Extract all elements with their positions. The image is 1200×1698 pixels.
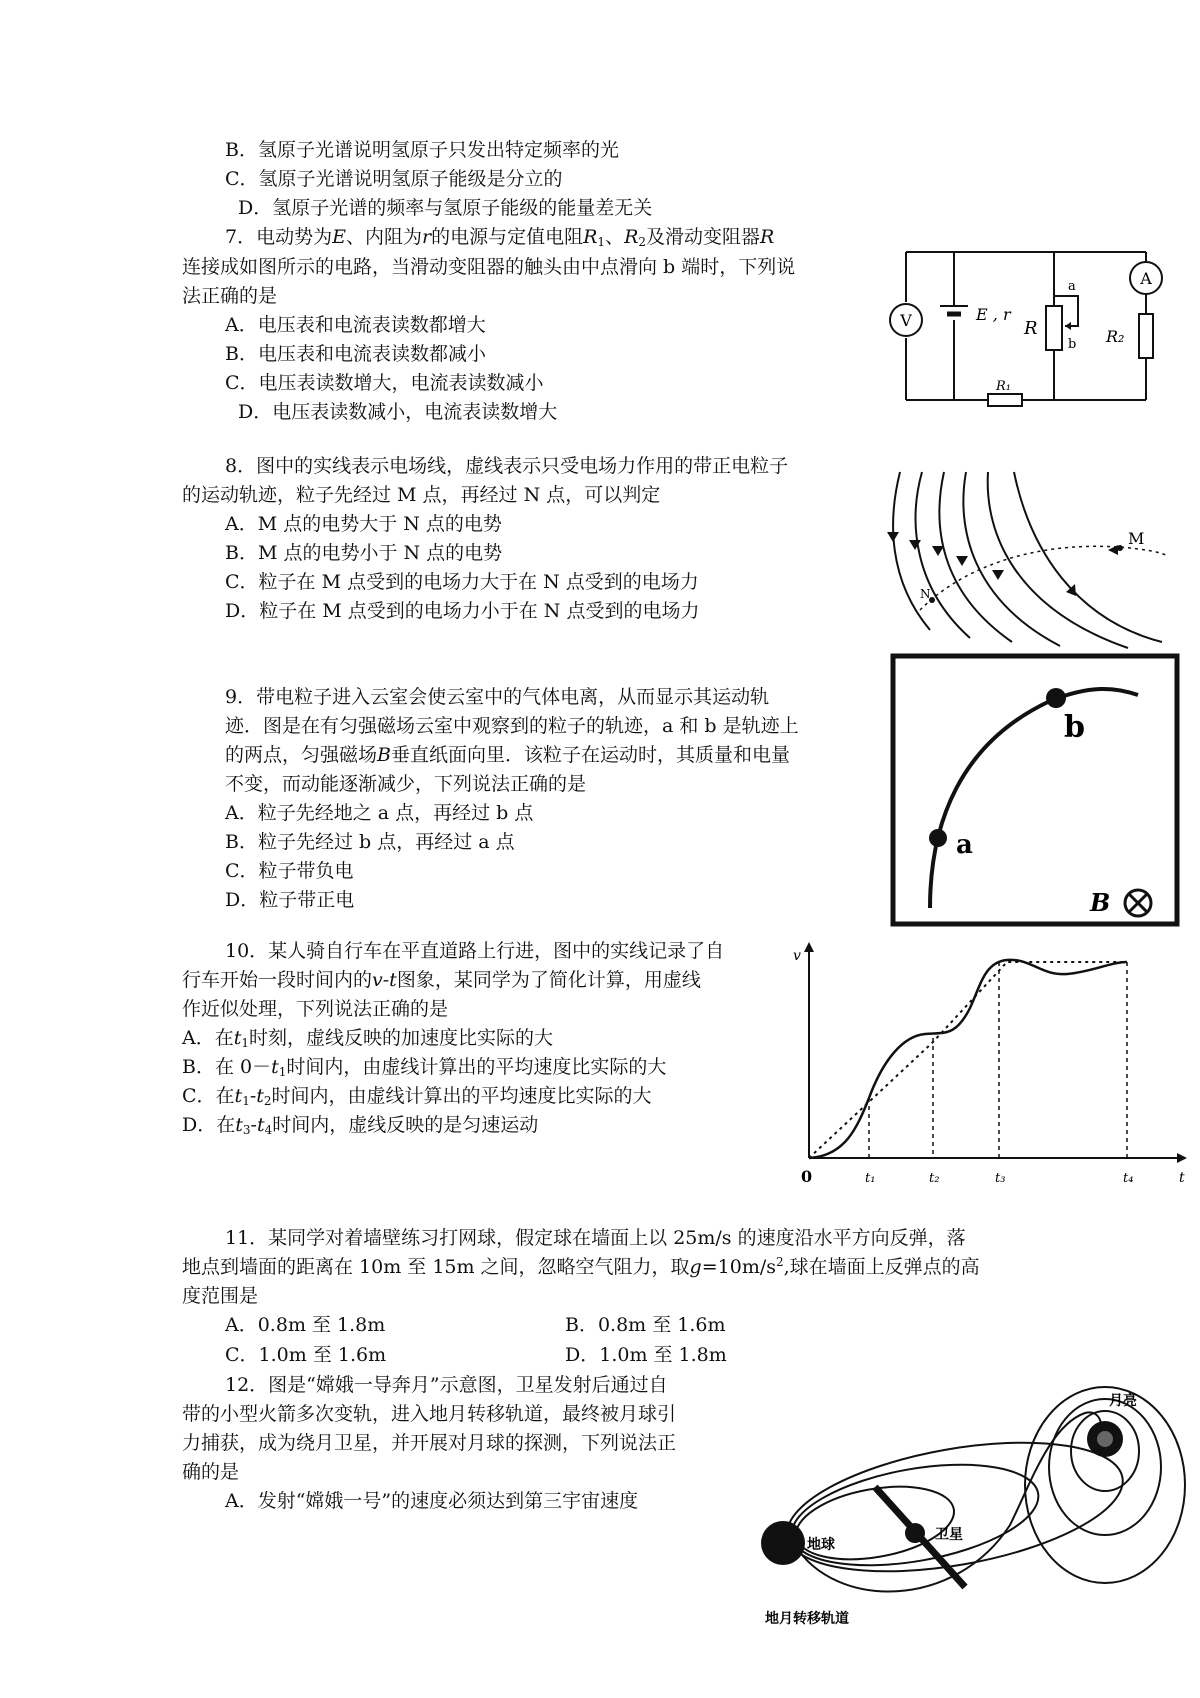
r1-label: R₁: [996, 379, 1011, 394]
electric-field-lines: [893, 472, 1162, 648]
rheostat-label: R: [1024, 318, 1038, 339]
q7-option-d: D．电压表读数减小，电流表读数增大: [238, 401, 558, 423]
q10-stem-line1: 10．某人骑自行车在平直道路上行进，图中的实线记录了自: [225, 940, 725, 962]
q9-stem-line1: 9．带电粒子进入云室会使云室中的气体电离，从而显示其运动轨: [225, 686, 770, 708]
r2-label: R₂: [1106, 327, 1125, 346]
q10-vt-graph: [795, 938, 1195, 1193]
q6-option-d: D．氢原子光谱的频率与氢原子能级的能量差无关: [238, 197, 653, 219]
point-a: [929, 829, 947, 847]
q9-stem-line4: 不变，而动能逐渐减少，下列说法正确的是: [225, 773, 587, 795]
satellite: [905, 1523, 925, 1543]
earth: [761, 1521, 805, 1565]
q8-option-a: A．M 点的电势大于 N 点的电势: [225, 513, 502, 535]
t2-label: t₂: [929, 1171, 940, 1186]
actual-vt-curve: [809, 960, 1127, 1158]
q9-stem-line3: 的两点，匀强磁场B垂直纸面向里．该粒子在运动时，其质量和电量: [225, 744, 790, 766]
approximate-dashed-line: [809, 962, 1127, 1158]
satellite-label: 卫星: [935, 1527, 963, 1543]
q7-option-a: A．电压表和电流表读数都增大: [225, 314, 486, 336]
q10-stem-line2: 行车开始一段时间内的v-t图象，某同学为了简化计算，用虚线: [182, 969, 701, 991]
point-b-label: b: [1064, 710, 1085, 745]
q11-stem-line3: 度范围是: [182, 1285, 259, 1307]
field-into-page-icon: [1125, 890, 1151, 916]
q7-option-c: C．电压表读数增大，电流表读数减小: [225, 372, 544, 394]
field-arrows: [887, 532, 1076, 596]
q9-option-c: C．粒子带负电: [225, 860, 354, 882]
q10-stem-line3: 作近似处理，下列说法正确的是: [182, 998, 449, 1020]
q8-stem-line1: 8．图中的实线表示电场线，虚线表示只受电场力作用的带正电粒子: [225, 455, 789, 477]
q7-stem-line3: 法正确的是: [182, 285, 278, 307]
q11-option-a: A．0.8m 至 1.8m: [225, 1314, 386, 1336]
q9-cloud-chamber-figure: [890, 653, 1180, 927]
q8-option-b: B．M 点的电势小于 N 点的电势: [225, 542, 503, 564]
transfer-orbit-label: 地月转移轨道: [765, 1611, 849, 1627]
magnetic-field-label: B: [1090, 888, 1111, 917]
q9-option-a: A．粒子先经地之 a 点，再经过 b 点: [225, 802, 534, 824]
q9-stem-line2: 迹．图是在有匀强磁场云室中观察到的粒子的轨迹，a 和 b 是轨迹上: [225, 715, 799, 737]
q6-option-c: C．氢原子光谱说明氢原子能级是分立的: [225, 168, 563, 190]
q7-circuit-diagram: [884, 244, 1166, 410]
q8-stem-line2: 的运动轨迹，粒子先经过 M 点，再经过 N 点，可以判定: [182, 484, 661, 506]
q12-stem-line4: 确的是: [182, 1461, 240, 1483]
ammeter-label: A: [1140, 269, 1152, 288]
t1-label: t₁: [865, 1171, 876, 1186]
q8-option-d: D．粒子在 M 点受到的电场力小于在 N 点受到的电场力: [225, 600, 700, 622]
q9-option-d: D．粒子带正电: [225, 889, 355, 911]
q12-orbit-diagram: [755, 1385, 1185, 1650]
time-marker-lines: [869, 962, 1127, 1158]
q11-option-d: D．1.0m 至 1.8m: [565, 1344, 727, 1366]
q12-stem-line3: 力捕获，成为绕月卫星，并开展对月球的探测，下列说法正: [182, 1432, 677, 1454]
q12-option-a: A．发射“嫦娥一号”的速度必须达到第三宇宙速度: [225, 1490, 639, 1512]
q11-option-c: C．1.0m 至 1.6m: [225, 1344, 387, 1366]
q10-option-a: A．在$t_1$时刻，虚线反映的加速度比实际的大: [182, 1027, 554, 1050]
q12-stem-line2: 带的小型火箭多次变轨，进入地月转移轨道，最终被月球引: [182, 1403, 677, 1425]
q8-field-lines-diagram: [880, 470, 1170, 650]
t4-label: t₄: [1123, 1171, 1134, 1186]
point-m-label: M: [1128, 529, 1145, 548]
voltmeter-label: V: [900, 311, 912, 330]
earth-orbits: [778, 1420, 1133, 1593]
point-a-label: a: [956, 830, 973, 860]
point-n-label: N: [920, 587, 931, 601]
q8-option-c: C．粒子在 M 点受到的电场力大于在 N 点受到的电场力: [225, 571, 699, 593]
q11-option-b: B．0.8m 至 1.6m: [565, 1314, 726, 1336]
q7-stem-line1: 7．电动势为E、内阻为r的电源与定值电阻$R_1$、$R_2$及滑动变阻器R: [225, 226, 775, 249]
battery-label: E , r: [976, 305, 1011, 324]
moon-orbits: [1025, 1387, 1185, 1583]
q11-stem-line1: 11．某同学对着墙壁练习打网球，假定球在墙面上以 25m/s 的速度沿水平方向反弹，落: [225, 1227, 966, 1249]
rheostat-end-a: a: [1068, 279, 1076, 294]
point-b: [1046, 688, 1066, 708]
q9-option-b: B．粒子先经过 b 点，再经过 a 点: [225, 831, 515, 853]
q7-stem-line2: 连接成如图所示的电路，当滑动变阻器的触头由中点滑向 b 端时，下列说: [182, 256, 796, 278]
q10-option-d: D．在$t_3-t_4$时间内，虚线反映的是匀速运动: [182, 1114, 539, 1137]
v-axis-label: v: [793, 948, 801, 964]
q12-stem-line1: 12．图是“嫦娥一导奔月”示意图，卫星发射后通过自: [225, 1374, 668, 1396]
t-axis-label: t: [1179, 1170, 1185, 1186]
q11-stem-line2: 地点到墙面的距离在 10m 至 15m 之间，忽略空气阻力，取$g=10m/s^2$,球在墙面上反弹点的高: [182, 1255, 980, 1278]
q10-option-c: C．在$t_1-t_2$时间内，由虚线计算出的平均速度比实际的大: [182, 1085, 652, 1108]
t3-label: t₃: [995, 1171, 1006, 1186]
rheostat-end-b: b: [1068, 337, 1077, 352]
origin-label: 0: [801, 1167, 813, 1186]
moon-label: 月亮: [1109, 1393, 1137, 1409]
q7-option-b: B．电压表和电流表读数都减小: [225, 343, 486, 365]
q10-option-b: B．在 $0-t_1$时间内，由虚线计算出的平均速度比实际的大: [182, 1056, 667, 1079]
q6-option-b: B．氢原子光谱说明氢原子只发出特定频率的光: [225, 139, 619, 161]
earth-label: 地球: [807, 1537, 835, 1553]
